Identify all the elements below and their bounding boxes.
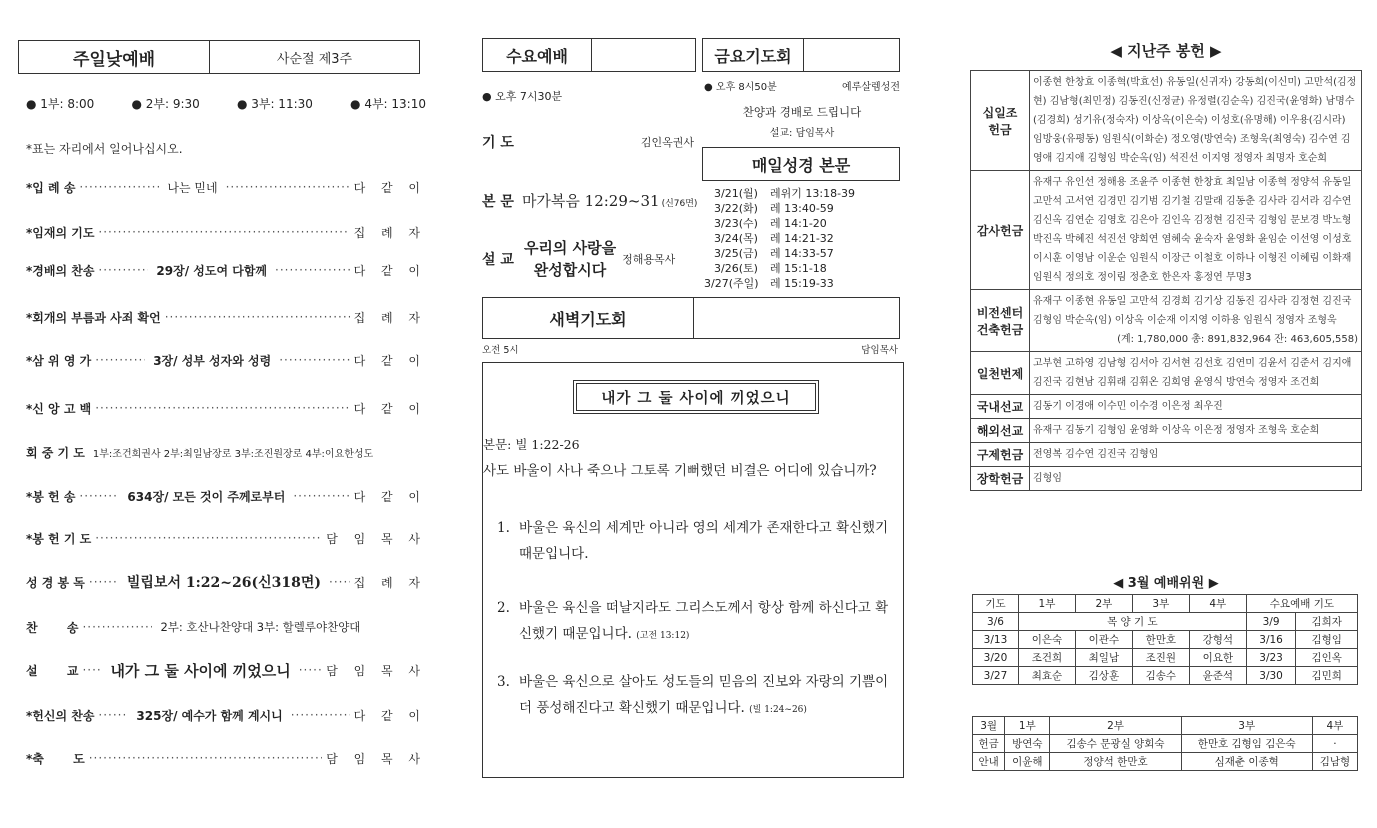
grid-row bbox=[973, 613, 1358, 631]
march-usher-table bbox=[972, 716, 1358, 771]
offering-kind: 일천번제 bbox=[971, 352, 1030, 395]
grid-cell: 3/16 bbox=[1246, 631, 1296, 649]
offering-names: 유재구 이종현 유동일 고만석 김경희 김기상 김동진 김사라 김정현 김진국 김형임 박순옥(임) 이상옥 이순재 이지영 이하용 임원식 정영자 조형욱 bbox=[1033, 296, 1352, 326]
building-fund-totals: (계: 1,780,000 총: 891,832,964 잔: 463,605,558) bbox=[1117, 334, 1358, 345]
point-text: 바울은 육신으로 살아도 성도들의 믿음의 진보와 자랑의 기쁨이 더 풍성해진다고 확신했기 때문입니다. bbox=[519, 674, 889, 716]
wednesday-prayer bbox=[482, 132, 694, 152]
grid-head: 1부 bbox=[1018, 595, 1075, 613]
offering-names: 김형임 bbox=[1030, 467, 1362, 491]
summary-point bbox=[497, 595, 895, 649]
grid-cell: 안내 bbox=[973, 753, 1005, 771]
order-who: 담 임 목 사 bbox=[326, 531, 426, 546]
grid-cell: 김송수 문광실 양회숙 bbox=[1050, 735, 1181, 753]
offering-row bbox=[971, 290, 1362, 352]
offering-row bbox=[971, 395, 1362, 419]
order-row bbox=[26, 307, 426, 327]
bible-ref: 레 14:33-57 bbox=[770, 247, 834, 260]
order-middle: 1부:조건희권사 2부:최일남장로 3부:조진원장로 4부:이요한성도 bbox=[92, 448, 374, 460]
offering-names: 유재구 유인선 정해용 조윤주 이종현 한창효 최일남 이종혁 정양석 유동일 고만석 고서연 김경민 김기범 김기철 김말래 김동춘 김사라 김서라 김수연 김신옥 김연순 김영호 김은아 김인옥 김정현 김진국 김형임 문보경 박노형 박진옥 박혜진 석진선 양희연 염혜숙 윤숙자 윤영화 윤임순 이선영 이성호 이시훈 이영남 이운순 임원식 이장근 이철호 이하나 이형진 이혜림 이화재 임원식 정의호 정이림 정춘호 한은자 홍정연 무명3 bbox=[1030, 171, 1362, 290]
offering-names: 이종현 한창효 이종혁(박효선) 유동일(신귀자) 강동희(이신미) 고만석(김정현) 김남형(최민정) 김동진(신정균) 유정렬(김순옥) 김진국(윤영화) 남명수(김경희) 성기유(정숙자) 이상옥(이은숙) 이성호(유명해) 이우용(김시라) 임방웅(유평동) 임원식(이화순) 정오영(방연숙) 조형욱(최영숙) 김수연 김영애 김지애 김형임 박순옥(임) 석진선 이지영 정영자 최명자 호순희 bbox=[1030, 71, 1362, 171]
order-row bbox=[26, 617, 426, 637]
point-text: 바울은 육신의 세계만 아니라 영의 세계가 존재한다고 확신했기 때문입니다. bbox=[519, 520, 889, 562]
grid-cell: 한만호 bbox=[1132, 631, 1189, 649]
order-middle: 나는 믿네 bbox=[167, 180, 218, 195]
grid-cell: · bbox=[1312, 735, 1357, 753]
order-label: 회 중 기 도 bbox=[26, 445, 85, 460]
order-row bbox=[26, 528, 426, 548]
time-1: ● 1부: 8:00 bbox=[26, 97, 95, 111]
order-who: 담 임 목 사 bbox=[326, 663, 426, 678]
sunday-header bbox=[18, 40, 420, 74]
order-label: *신 앙 고 백 bbox=[26, 401, 92, 416]
summary-text-ref: 본문: 빌 1:22-26 bbox=[483, 437, 580, 452]
order-row bbox=[26, 748, 426, 768]
order-who: 다 같 이 bbox=[353, 401, 426, 416]
sermon-summary-box bbox=[482, 362, 904, 778]
friday-place: 예루살렘성전 bbox=[842, 82, 900, 93]
grid-cell: 심재춘 이종혁 bbox=[1181, 753, 1312, 771]
grid-row bbox=[973, 735, 1358, 753]
sermon-label: 설 교 bbox=[482, 252, 514, 268]
order-row bbox=[26, 350, 426, 370]
bible-date: 3/26(토) bbox=[714, 262, 758, 275]
grid-cell: 이요한 bbox=[1189, 649, 1246, 667]
grid-head-row bbox=[973, 595, 1358, 613]
service-times bbox=[26, 95, 426, 112]
order-row bbox=[26, 398, 426, 418]
order-who: 집 례 자 bbox=[353, 225, 426, 240]
offering-row bbox=[971, 443, 1362, 467]
friday-time-text: ● 오후 8시50분 bbox=[704, 82, 777, 93]
text-page: (신76면) bbox=[661, 199, 698, 209]
grid-cell: 3/6 bbox=[973, 613, 1019, 631]
order-middle: 634장/ 모든 것이 주께로부터 bbox=[127, 489, 286, 504]
grid-cell: 조진원 bbox=[1132, 649, 1189, 667]
standing-note: *표는 자리에서 일어나십시오. bbox=[26, 142, 183, 156]
order-row bbox=[26, 660, 426, 680]
grid-head: 3월 bbox=[973, 717, 1005, 735]
order-label: 성 경 봉 독 bbox=[26, 575, 85, 590]
order-middle: 325장/ 예수가 함께 계시니 bbox=[136, 708, 283, 723]
grid-cell: 이윤해 bbox=[1005, 753, 1050, 771]
summary-question: 사도 바울이 사나 죽으나 그토록 기뻐했던 비결은 어디에 있습니까? bbox=[483, 463, 877, 479]
offering-kind: 감사헌금 bbox=[971, 171, 1030, 290]
order-who: 담 임 목 사 bbox=[326, 751, 426, 766]
grid-head: 2부 bbox=[1075, 595, 1132, 613]
order-middle: 빌립보서 1:22~26(신318면) bbox=[126, 575, 322, 591]
wednesday-time: ● 오후 7시30분 bbox=[482, 90, 563, 103]
bible-date: 3/21(월) bbox=[714, 187, 758, 200]
offering-row bbox=[971, 467, 1362, 491]
point-number: 3. bbox=[497, 674, 510, 690]
daily-bible-title: 매일성경 본문 bbox=[702, 147, 900, 181]
dawn-time: 오전 5시 bbox=[482, 345, 519, 356]
offering-table bbox=[970, 70, 1362, 491]
order-label: *회개의 부름과 사죄 확언 bbox=[26, 310, 161, 325]
order-row bbox=[26, 260, 426, 280]
wednesday-title: 수요예배 bbox=[483, 39, 592, 71]
sunday-season: 사순절 제3주 bbox=[276, 51, 353, 67]
summary-title: 내가 그 둘 사이에 끼었으니 bbox=[576, 383, 816, 411]
bible-date: 3/23(수) bbox=[714, 217, 758, 230]
wednesday-text bbox=[482, 190, 697, 211]
grid-row bbox=[973, 649, 1358, 667]
friday-time bbox=[704, 78, 900, 93]
grid-head: 1부 bbox=[1005, 717, 1050, 735]
order-who: 다 같 이 bbox=[353, 180, 426, 195]
offering-row bbox=[971, 352, 1362, 395]
preacher: 정해용목사 bbox=[622, 253, 676, 266]
order-label: *봉 헌 기 도 bbox=[26, 531, 92, 546]
prayer-person: 김인옥권사 bbox=[640, 136, 694, 149]
order-label: 설 교 bbox=[26, 663, 79, 678]
order-label: *임재의 기도 bbox=[26, 225, 95, 240]
point-ref: (빌 1:24~26) bbox=[749, 705, 807, 715]
prayer-label: 기 도 bbox=[482, 135, 514, 151]
order-row bbox=[26, 222, 426, 242]
grid-cell: 조건희 bbox=[1018, 649, 1075, 667]
grid-cell: 김남형 bbox=[1312, 753, 1357, 771]
point-number: 2. bbox=[497, 600, 510, 616]
grid-cell: 한만호 김형임 김은숙 bbox=[1181, 735, 1312, 753]
dawn-info bbox=[482, 342, 898, 356]
offering-names: 고부현 고하영 김남형 김서아 김서현 김선호 김연미 김윤서 김준서 김지애 김진국 김현남 김휘래 김휘온 김희영 윤영식 방연숙 정영자 조건희 bbox=[1030, 352, 1362, 395]
summary-point bbox=[497, 515, 895, 567]
order-who: 다 같 이 bbox=[353, 489, 426, 504]
bible-ref: 레위기 13:18-39 bbox=[770, 187, 856, 200]
offering-kind: 장학헌금 bbox=[971, 467, 1030, 491]
offering-kind: 해외선교 bbox=[971, 419, 1030, 443]
point-number: 1. bbox=[497, 520, 510, 536]
offering-row bbox=[971, 171, 1362, 290]
grid-cell: 김인옥 bbox=[1296, 649, 1358, 667]
dawn-leader: 담임목사 bbox=[861, 345, 898, 356]
grid-head: 3부 bbox=[1132, 595, 1189, 613]
bible-ref: 레 14:21-32 bbox=[770, 232, 834, 245]
bible-date: 3/22(화) bbox=[714, 202, 758, 215]
grid-row bbox=[973, 753, 1358, 771]
order-label: *봉 헌 송 bbox=[26, 489, 76, 504]
order-row bbox=[26, 177, 426, 197]
grid-cell: 목 양 기 도 bbox=[1018, 613, 1246, 631]
order-who: 집 례 자 bbox=[353, 310, 426, 325]
time-4: ● 4부: 13:10 bbox=[350, 97, 426, 111]
order-middle: 내가 그 둘 사이에 끼었으니 bbox=[110, 661, 291, 680]
order-label: *경배의 찬송 bbox=[26, 263, 95, 278]
grid-cell: 최효순 bbox=[1018, 667, 1075, 685]
bible-date: 3/24(목) bbox=[714, 232, 758, 245]
text-label: 본 문 bbox=[482, 194, 514, 210]
order-label: 찬 송 bbox=[26, 620, 79, 635]
grid-cell: 김송수 bbox=[1132, 667, 1189, 685]
bible-date: 3/25(금) bbox=[714, 247, 758, 260]
offering-kind: 구제헌금 bbox=[971, 443, 1030, 467]
order-who: 집 례 자 bbox=[353, 575, 426, 590]
dawn-header bbox=[482, 297, 900, 339]
grid-cell: 3/27 bbox=[973, 667, 1019, 685]
friday-line2: 설교: 담임목사 bbox=[769, 128, 835, 139]
order-middle: 3장/ 성부 성자와 성령 bbox=[153, 353, 272, 368]
offering-row bbox=[971, 71, 1362, 171]
grid-cell: 강형석 bbox=[1189, 631, 1246, 649]
bible-ref: 레 15:19-33 bbox=[770, 277, 834, 290]
daily-bible-list bbox=[704, 186, 856, 291]
sermon-title-line1: 우리의 사랑을 bbox=[523, 239, 617, 257]
offering-names: 유재구 김동기 김형임 윤영화 이상옥 이은정 정영자 조형욱 호순희 bbox=[1030, 419, 1362, 443]
grid-cell: 헌금 bbox=[973, 735, 1005, 753]
grid-cell: 윤준석 bbox=[1189, 667, 1246, 685]
grid-cell: 김희자 bbox=[1296, 613, 1358, 631]
grid-head: 기도 bbox=[973, 595, 1019, 613]
grid-cell: 김민희 bbox=[1296, 667, 1358, 685]
bible-ref: 레 14:1-20 bbox=[770, 217, 827, 230]
dawn-title: 새벽기도회 bbox=[483, 298, 694, 338]
offering-kind: 십일조 헌금 bbox=[971, 71, 1030, 171]
bible-date: 3/27(주일) bbox=[704, 277, 759, 290]
summary-point bbox=[497, 669, 895, 723]
grid-cell: 3/30 bbox=[1246, 667, 1296, 685]
order-label: *삼 위 영 가 bbox=[26, 353, 92, 368]
grid-row bbox=[973, 631, 1358, 649]
bible-ref: 레 13:40-59 bbox=[770, 202, 834, 215]
offering-title: ◀ 지난주 봉헌 ▶ bbox=[1110, 42, 1222, 60]
order-who: 다 같 이 bbox=[353, 263, 426, 278]
order-row bbox=[26, 442, 426, 462]
order-label: *헌신의 찬송 bbox=[26, 708, 95, 723]
order-middle: 2부: 호산나찬양대 3부: 할렐루야찬양대 bbox=[160, 620, 361, 634]
point-text: 바울은 육신을 떠날지라도 그리스도께서 항상 함께 하신다고 확신했기 때문입니다. bbox=[519, 600, 889, 642]
order-row bbox=[26, 486, 426, 506]
order-row bbox=[26, 705, 426, 725]
grid-cell: 방연숙 bbox=[1005, 735, 1050, 753]
order-row bbox=[26, 572, 426, 592]
offering-names: 김동기 이경애 이수민 이수경 이은정 최우진 bbox=[1030, 395, 1362, 419]
time-3: ● 3부: 11:30 bbox=[236, 97, 313, 111]
bible-ref: 레 15:1-18 bbox=[770, 262, 827, 275]
wednesday-sermon bbox=[482, 234, 694, 284]
wednesday-header bbox=[482, 38, 696, 72]
grid-head: 3부 bbox=[1181, 717, 1312, 735]
friday-title: 금요기도회 bbox=[703, 39, 804, 71]
grid-cell: 이은숙 bbox=[1018, 631, 1075, 649]
sunday-title: 주일낮예배 bbox=[19, 41, 210, 73]
time-2: ● 2부: 9:30 bbox=[131, 97, 200, 111]
grid-cell: 정양석 한만호 bbox=[1050, 753, 1181, 771]
friday-header bbox=[702, 38, 900, 72]
grid-cell: 3/20 bbox=[973, 649, 1019, 667]
grid-head-row bbox=[973, 717, 1358, 735]
grid-cell: 김형임 bbox=[1296, 631, 1358, 649]
offering-kind: 국내선교 bbox=[971, 395, 1030, 419]
grid-head: 4부 bbox=[1312, 717, 1357, 735]
point-ref: (고전 13:12) bbox=[636, 631, 690, 641]
grid-head: 2부 bbox=[1050, 717, 1181, 735]
order-label: *입 례 송 bbox=[26, 180, 76, 195]
offering-kind: 비전센터 건축헌금 bbox=[971, 290, 1030, 352]
grid-cell: 3/9 bbox=[1246, 613, 1296, 631]
order-middle: 29장/ 성도여 다함께 bbox=[156, 263, 268, 278]
grid-head: 수요예배 기도 bbox=[1246, 595, 1357, 613]
grid-cell: 이관수 bbox=[1075, 631, 1132, 649]
march-prayer-table bbox=[972, 594, 1358, 685]
order-label: *축 도 bbox=[26, 751, 85, 766]
grid-row bbox=[973, 667, 1358, 685]
order-who: 다 같 이 bbox=[353, 353, 426, 368]
march-committee-title: ◀ 3월 예배위원 ▶ bbox=[1113, 576, 1219, 591]
text-ref: 마가복음 12:29~31 bbox=[521, 192, 660, 210]
friday-line1: 찬양과 경배로 드립니다 bbox=[742, 105, 862, 119]
grid-cell: 3/23 bbox=[1246, 649, 1296, 667]
grid-cell: 최일남 bbox=[1075, 649, 1132, 667]
grid-cell: 3/13 bbox=[973, 631, 1019, 649]
offering-row bbox=[971, 419, 1362, 443]
grid-cell: 김상훈 bbox=[1075, 667, 1132, 685]
grid-head: 4부 bbox=[1189, 595, 1246, 613]
order-who: 다 같 이 bbox=[353, 708, 426, 723]
sermon-title-line2: 완성합시다 bbox=[533, 261, 607, 279]
offering-names: 전영복 김수연 김진국 김형임 bbox=[1030, 443, 1362, 467]
